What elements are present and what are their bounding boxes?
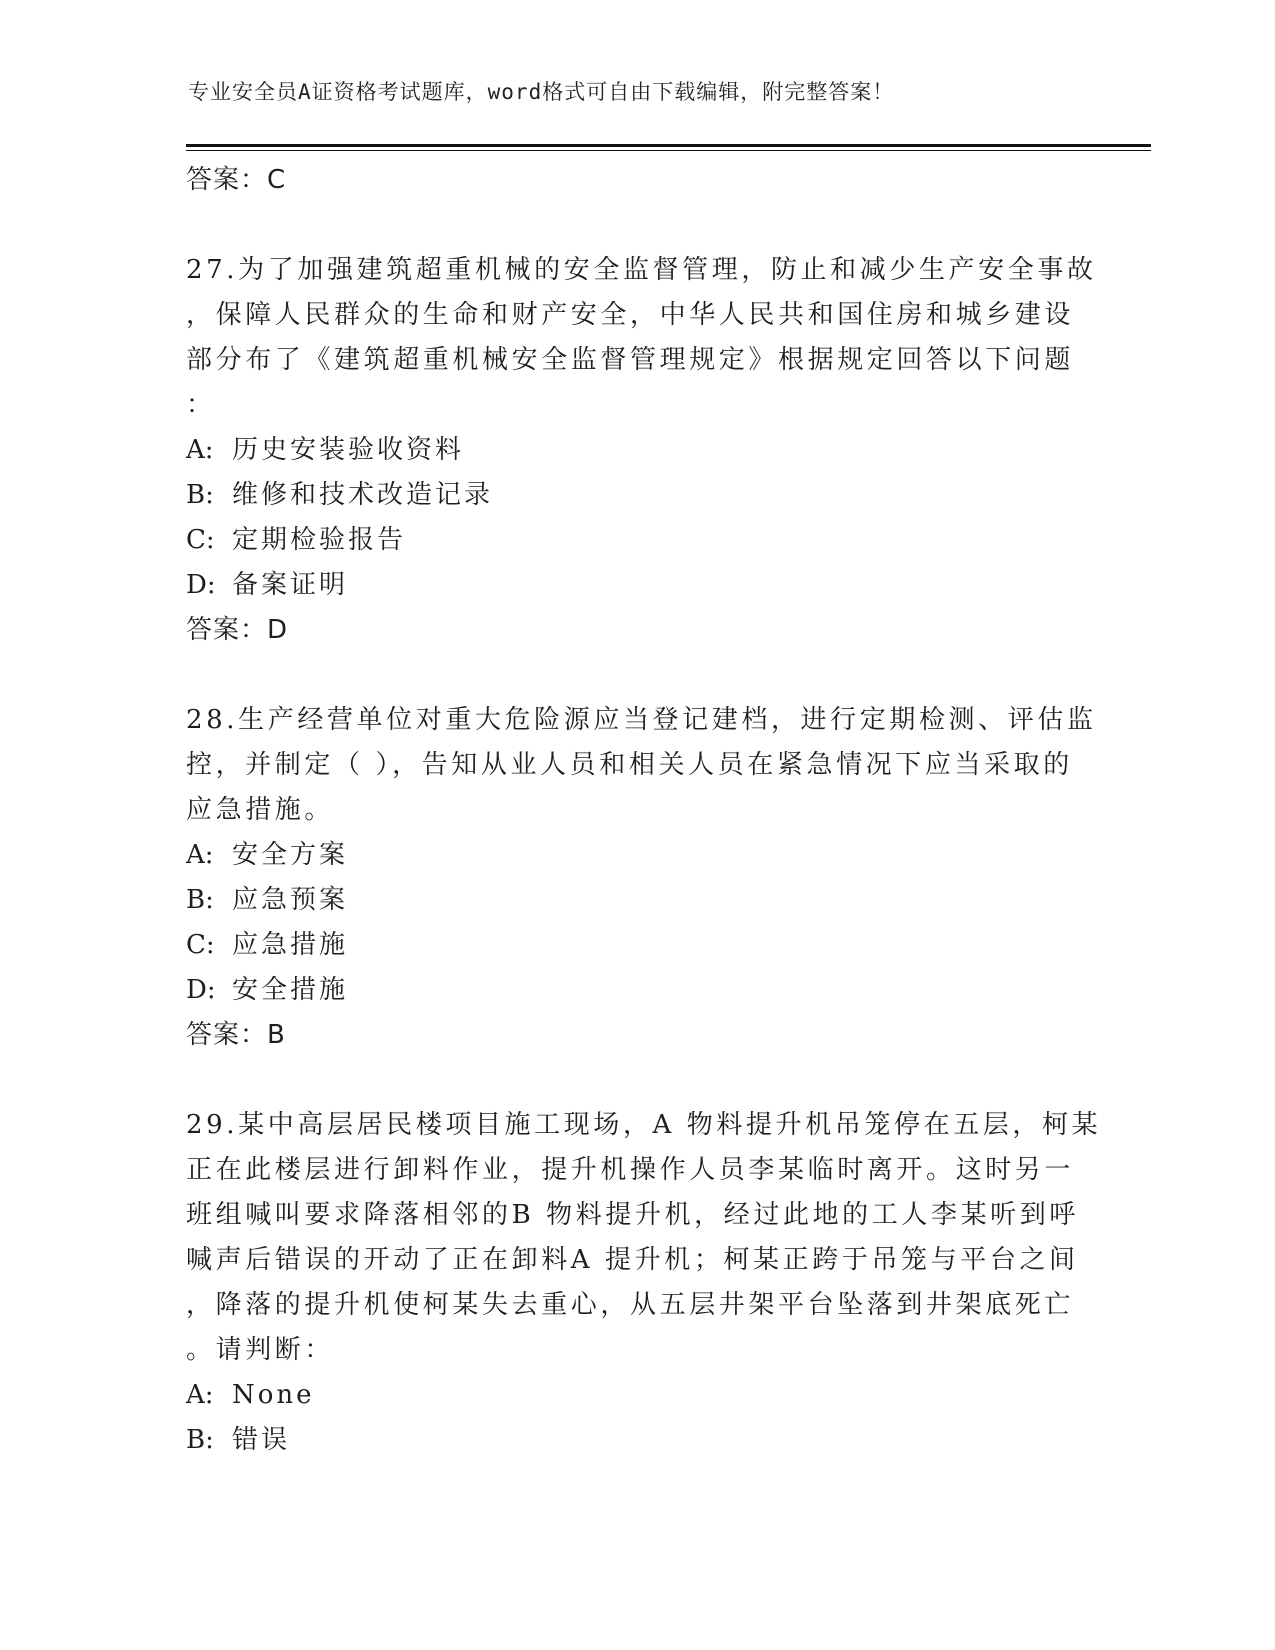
option-text: 应急措施 [232,930,349,960]
option-label: A: [186,435,214,465]
option-text: 错误 [232,1425,291,1455]
question-text-line: 正在此楼层进行卸料作业，提升机操作人员李某临时离开。这时另一 [186,1155,1075,1185]
question-block [186,698,1097,1057]
option-c [186,518,1086,563]
option-a [186,428,1086,473]
option-text: 安全方案 [232,840,349,870]
question-text-line: 。请判断： [186,1335,335,1365]
answer-line: 答案：B [186,1020,286,1050]
question-text-line: 29.某中高层居民楼项目施工现场，A 物料提升机吊笼停在五层，柯某 [186,1110,1102,1140]
option-c [186,923,1086,968]
option-label: C: [186,525,215,555]
document-body [186,158,1102,1463]
option-text: 历史安装验收资料 [232,435,465,465]
question-block [186,248,1097,652]
option-b [186,878,1086,923]
option-label: D: [186,975,216,1005]
answer-line: 答案：C [186,165,287,195]
option-text: 安全措施 [232,975,349,1005]
question-text-line: 27.为了加强建筑超重机械的安全监督管理，防止和减少生产安全事故 [186,255,1097,285]
question-text-line: 控，并制定（ ），告知从业人员和相关人员在紧急情况下应当采取的 [186,750,1073,780]
option-b [186,1418,1086,1463]
header-rule-thick [186,144,1151,147]
option-text: 应急预案 [232,885,349,915]
option-label: D: [186,570,216,600]
question-text-line: ： [186,390,216,420]
option-label: B: [186,885,214,915]
question-text-line: ，降落的提升机使柯某失去重心，从五层井架平台坠落到井架底死亡 [186,1290,1075,1320]
option-d [186,563,1086,608]
option-text: 定期检验报告 [232,525,407,555]
question-text-line: 28.生产经营单位对重大危险源应当登记建档，进行定期检测、评估监 [186,705,1097,735]
option-label: A: [186,1380,214,1410]
option-label: A: [186,840,214,870]
option-label: C: [186,930,215,960]
option-label: B: [186,1425,214,1455]
option-text: None [232,1380,315,1410]
option-d [186,968,1086,1013]
page-header: 专业安全员A证资格考试题库，word格式可自由下载编辑，附完整答案！ [188,80,895,104]
question-text-line: 部分布了《建筑超重机械安全监督管理规定》根据规定回答以下问题 [186,345,1075,375]
header-rule-thin [186,150,1151,151]
option-b [186,473,1086,518]
option-a [186,833,1086,878]
option-text: 备案证明 [232,570,349,600]
answer-line: 答案：D [186,615,289,645]
question-text-line: 班组喊叫要求降落相邻的B 物料提升机，经过此地的工人李某听到呼 [186,1200,1079,1230]
question-block [186,1103,1102,1463]
question-text-line: 喊声后错误的开动了正在卸料A 提升机；柯某正跨于吊笼与平台之间 [186,1245,1079,1275]
option-a [186,1373,1086,1418]
option-label: B: [186,480,214,510]
option-text: 维修和技术改造记录 [232,480,494,510]
question-text-line: ，保障人民群众的生命和财产安全，中华人民共和国住房和城乡建设 [186,300,1075,330]
question-text-line: 应急措施。 [186,795,335,825]
